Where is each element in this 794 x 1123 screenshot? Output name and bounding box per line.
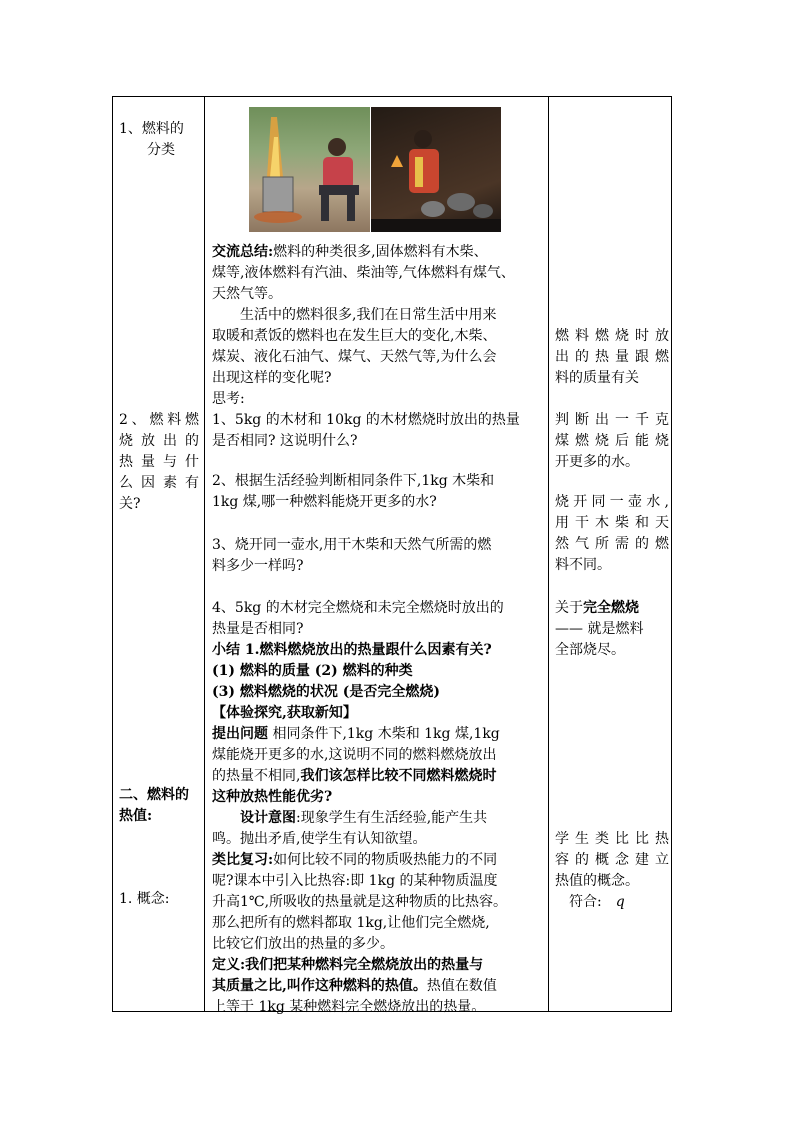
topic-concept: 1. 概念:: [119, 891, 170, 907]
question-text: 4、5kg 的木材完全燃烧和未完全燃烧时放出的: [212, 600, 504, 616]
definition-text: 上等于 1kg 某种燃料完全燃烧放出的热量。: [212, 999, 486, 1015]
question-2: [212, 471, 542, 513]
paragraph-text: 煤能烧开更多的水,这说明不同的燃料燃烧放出: [212, 747, 497, 763]
topic-column: [113, 97, 204, 1011]
note-keyword: 完全燃烧: [583, 600, 639, 616]
note-text: 然气所需的燃: [555, 536, 669, 552]
conclusion-text: 1.燃料燃烧放出的热量跟什么因素有关?: [244, 642, 492, 658]
paragraph-text: 我们该怎样比较不同燃料燃烧时: [300, 768, 497, 784]
think-label: 思考:: [212, 391, 245, 407]
topic-text: 烧放出的: [119, 433, 199, 449]
topic-fuel-classification: [119, 119, 199, 161]
paragraph-text: 如何比较不同的物质吸热能力的不同: [273, 852, 498, 868]
summary-text: 燃料的种类很多,固体燃料有木柴、: [273, 244, 488, 260]
topic-text: 么因素有: [119, 475, 199, 491]
summary-text: 天然气等。: [212, 286, 282, 302]
definition-text: 定义:我们把某种燃料完全燃烧放出的热量与: [212, 957, 484, 973]
question-text: 3、烧开同一壶水,用干木柴和天然气所需的燃: [212, 537, 492, 553]
definition-text: 热值在数值: [426, 978, 497, 994]
summary-conclusion: [212, 640, 542, 724]
note-coal-judgement: [555, 410, 669, 473]
note-text: 出的热量跟燃: [555, 349, 669, 365]
note-text: 开更多的水。: [555, 454, 639, 470]
question-3: [212, 535, 542, 577]
paragraph-text: 呢?课本中引入比热容:即 1kg 的某种物质温度: [212, 873, 498, 889]
paragraph-text: :现象学生有生活经验,能产生共: [296, 810, 488, 826]
woman-burning-fuel-stove-photo: [249, 107, 370, 232]
analogy-review-block: [212, 850, 542, 955]
topic-text: 分类: [147, 142, 175, 158]
question-text: 1kg 煤,哪一种燃料能烧开更多的水?: [212, 494, 437, 510]
topic-heat-factors: [119, 410, 199, 515]
question-text: 1、5kg 的木材和 10kg 的木材燃烧时放出的热量: [212, 412, 520, 428]
note-text: 烧开同一壶水,: [555, 494, 669, 510]
note-text: 判断出一千克: [555, 412, 669, 428]
topic-text: 1、燃料的: [119, 121, 184, 137]
question-text: 热量是否相同?: [212, 621, 304, 637]
note-text: 料不同。: [555, 557, 611, 573]
explore-heading: 【体验探究,获取新知】: [212, 705, 357, 721]
note-text: 学生类比比热: [555, 831, 669, 847]
note-text: 燃料燃烧时放: [555, 328, 669, 344]
design-intent-block: [212, 808, 542, 850]
note-fuel-amount: [555, 492, 669, 576]
notes-column: [549, 97, 672, 1011]
paragraph-text: 取暖和煮饭的燃料也在发生巨大的变化,木柴、: [212, 328, 497, 344]
question-text: 料多少一样吗?: [212, 558, 304, 574]
note-heat-value-concept: [555, 829, 669, 913]
question-text: 是否相同? 这说明什么?: [212, 433, 358, 449]
topic-text: 二、燃料的: [119, 787, 189, 803]
paragraph-text: 鸣。抛出矛盾,使学生有认知欲望。: [212, 831, 427, 847]
paragraph-text: 比较它们放出的热量的多少。: [212, 936, 394, 952]
topic-text: 2、燃料燃: [119, 412, 199, 428]
topic-heat-value: [119, 785, 199, 827]
paragraph-text: 的热量不相同,: [212, 768, 301, 784]
note-text: 容的概念建立: [555, 852, 669, 868]
conclusion-text: (1) 燃料的质量 (2) 燃料的种类: [212, 663, 413, 679]
analogy-review-label: 类比复习:: [212, 852, 274, 868]
lesson-table: [112, 96, 672, 1015]
topic-text: 热值:: [119, 808, 153, 824]
question-1: [212, 410, 542, 452]
note-text: 用干木柴和天: [555, 515, 669, 531]
raise-question-block: [212, 724, 542, 808]
conclusion-text: (3) 燃料燃烧的状况 (是否完全燃烧): [212, 684, 440, 700]
topic-text: 热量与什: [119, 454, 199, 470]
note-text: 热值的概念。: [555, 873, 639, 889]
note-text: 全部烧尽。: [555, 642, 625, 658]
paragraph-text: 相同条件下,1kg 木柴和 1kg 煤,1kg: [268, 726, 500, 742]
paragraph-text: 生活中的燃料很多,我们在日常生活中用来: [240, 307, 497, 323]
note-mass-factor: [555, 326, 669, 389]
definition-text: 其质量之比,叫作这种燃料的热值。: [212, 978, 427, 994]
question-4: [212, 598, 542, 640]
summary-block: [212, 242, 542, 305]
conclusion-label: 小结: [212, 642, 245, 658]
paragraph-text: 出现这样的变化呢?: [212, 370, 332, 386]
summary-label: 交流总结:: [212, 244, 274, 260]
design-intent-label: 设计意图: [240, 810, 296, 826]
paragraph-text: 那么把所有的燃料都取 1kg,让他们完全燃烧,: [212, 915, 490, 931]
raise-question-label: 提出问题: [212, 726, 268, 742]
note-text: 煤燃烧后能烧: [555, 433, 669, 449]
heat-value-symbol: q: [615, 894, 625, 910]
paragraph-text: 这种放热性能优劣?: [212, 789, 333, 805]
life-fuel-paragraph: [212, 305, 542, 410]
summary-text: 煤等,液体燃料有汽油、柴油等,气体燃料有煤气、: [212, 265, 515, 281]
note-text: 料的质量有关: [555, 370, 639, 386]
note-text: 关于: [555, 600, 583, 616]
note-text: —— 就是燃料: [555, 621, 644, 637]
paragraph-text: 煤炭、液化石油气、煤气、天然气等,为什么会: [212, 349, 497, 365]
note-complete-combustion: [555, 598, 669, 661]
definition-block: [212, 955, 542, 1018]
symbol-label: 符合:: [569, 894, 602, 910]
question-text: 2、根据生活经验判断相同条件下,1kg 木柴和: [212, 473, 495, 489]
content-column: [205, 97, 548, 1015]
woman-cooking-kitchen-photo: [371, 107, 501, 232]
paragraph-text: 升高1℃,所吸收的热量就是这种物质的比热容。: [212, 894, 508, 910]
topic-text: 关?: [119, 496, 141, 512]
